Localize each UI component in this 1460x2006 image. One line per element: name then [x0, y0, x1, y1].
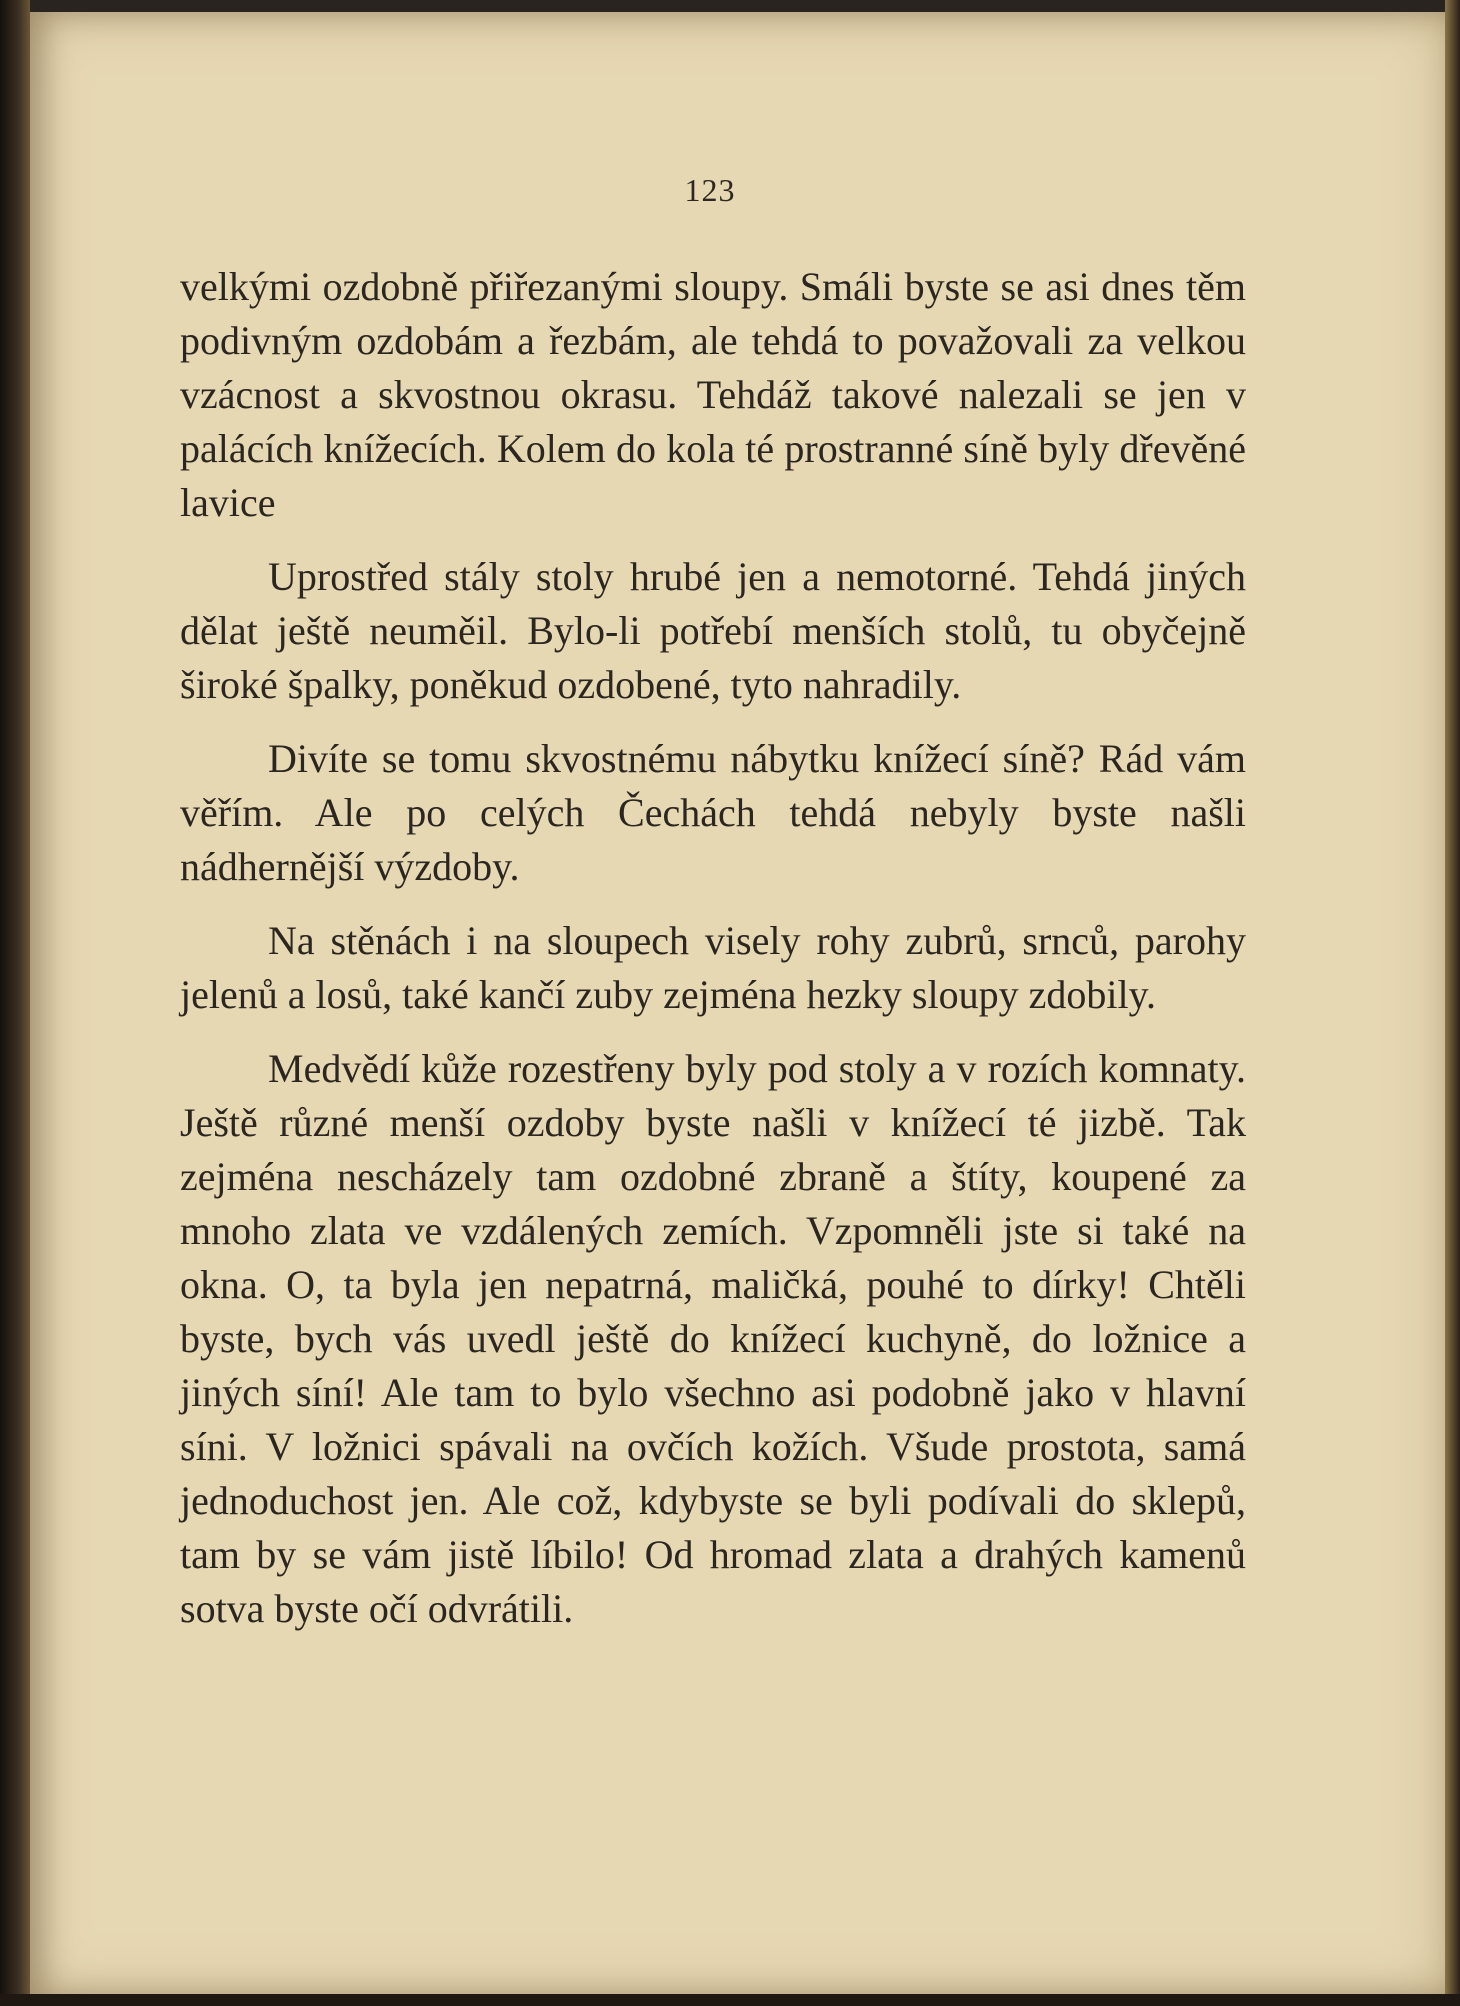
paragraph-1: velkými ozdobně přiřezanými sloupy. Smáli byste se asi dnes těm podivným ozdobám a řezbám, ale tehdá to považovali za velkou vzácnost a skvostnou okrasu. Tehdáž takové nalezali se jen v palácích knížecích. Kolem do kola té prostranné síně byly dřevěné lavice: [180, 264, 1246, 525]
book-page: [30, 12, 1445, 1997]
paragraph-3: Divíte se tomu skvostnému nábytku knížecí síně? Rád vám věřím. Ale po celých Čechách tehdá nebyly byste našli nádhernější výzdoby.: [180, 736, 1246, 889]
page-bottom-edge: [0, 1994, 1460, 2006]
book-spine-edge: [0, 0, 30, 2006]
page-body-text: [180, 260, 1246, 1656]
paragraph-5: Medvědí kůže rozestřeny byly pod stoly a v rozích komnaty. Ještě různé menší ozdoby byste našli v knížecí té jizbě. Tak zejména nescházely tam ozdobné zbraně a štíty, koupené za mnoho zlata ve vzdálených zemích. Vzpomněli jste si také na okna. O, ta byla jen nepatrná, maličká, pouhé to dírky! Chtěli byste, bych vás uvedl ještě do knížecí kuchyně, do ložnice a jiných síní! Ale tam to bylo všechno asi podobně jako v hlavní síni. V ložnici spávali na ovčích kožích. Všude prostota, samá jednoduchost jen. Ale což, kdybyste se byli podívali do sklepů, tam by se vám jistě líbilo! Od hromad zlata a drahých kamenů sotva byste očí odvrátili.: [180, 1046, 1246, 1631]
paragraph-2: Uprostřed stály stoly hrubé jen a nemotorné. Tehdá jiných dělat ještě neuměil. Bylo-li potřebí menších stolů, tu obyčejně široké špalky, poněkud ozdobené, tyto nahradily.: [180, 554, 1246, 707]
page-number: 123: [684, 172, 736, 208]
paragraph-4: Na stěnách i na sloupech visely rohy zubrů, srnců, parohy jelenů a losů, také kančí zuby zejména hezky sloupy zdobily.: [180, 918, 1246, 1017]
page-right-edge: [1445, 0, 1460, 2006]
